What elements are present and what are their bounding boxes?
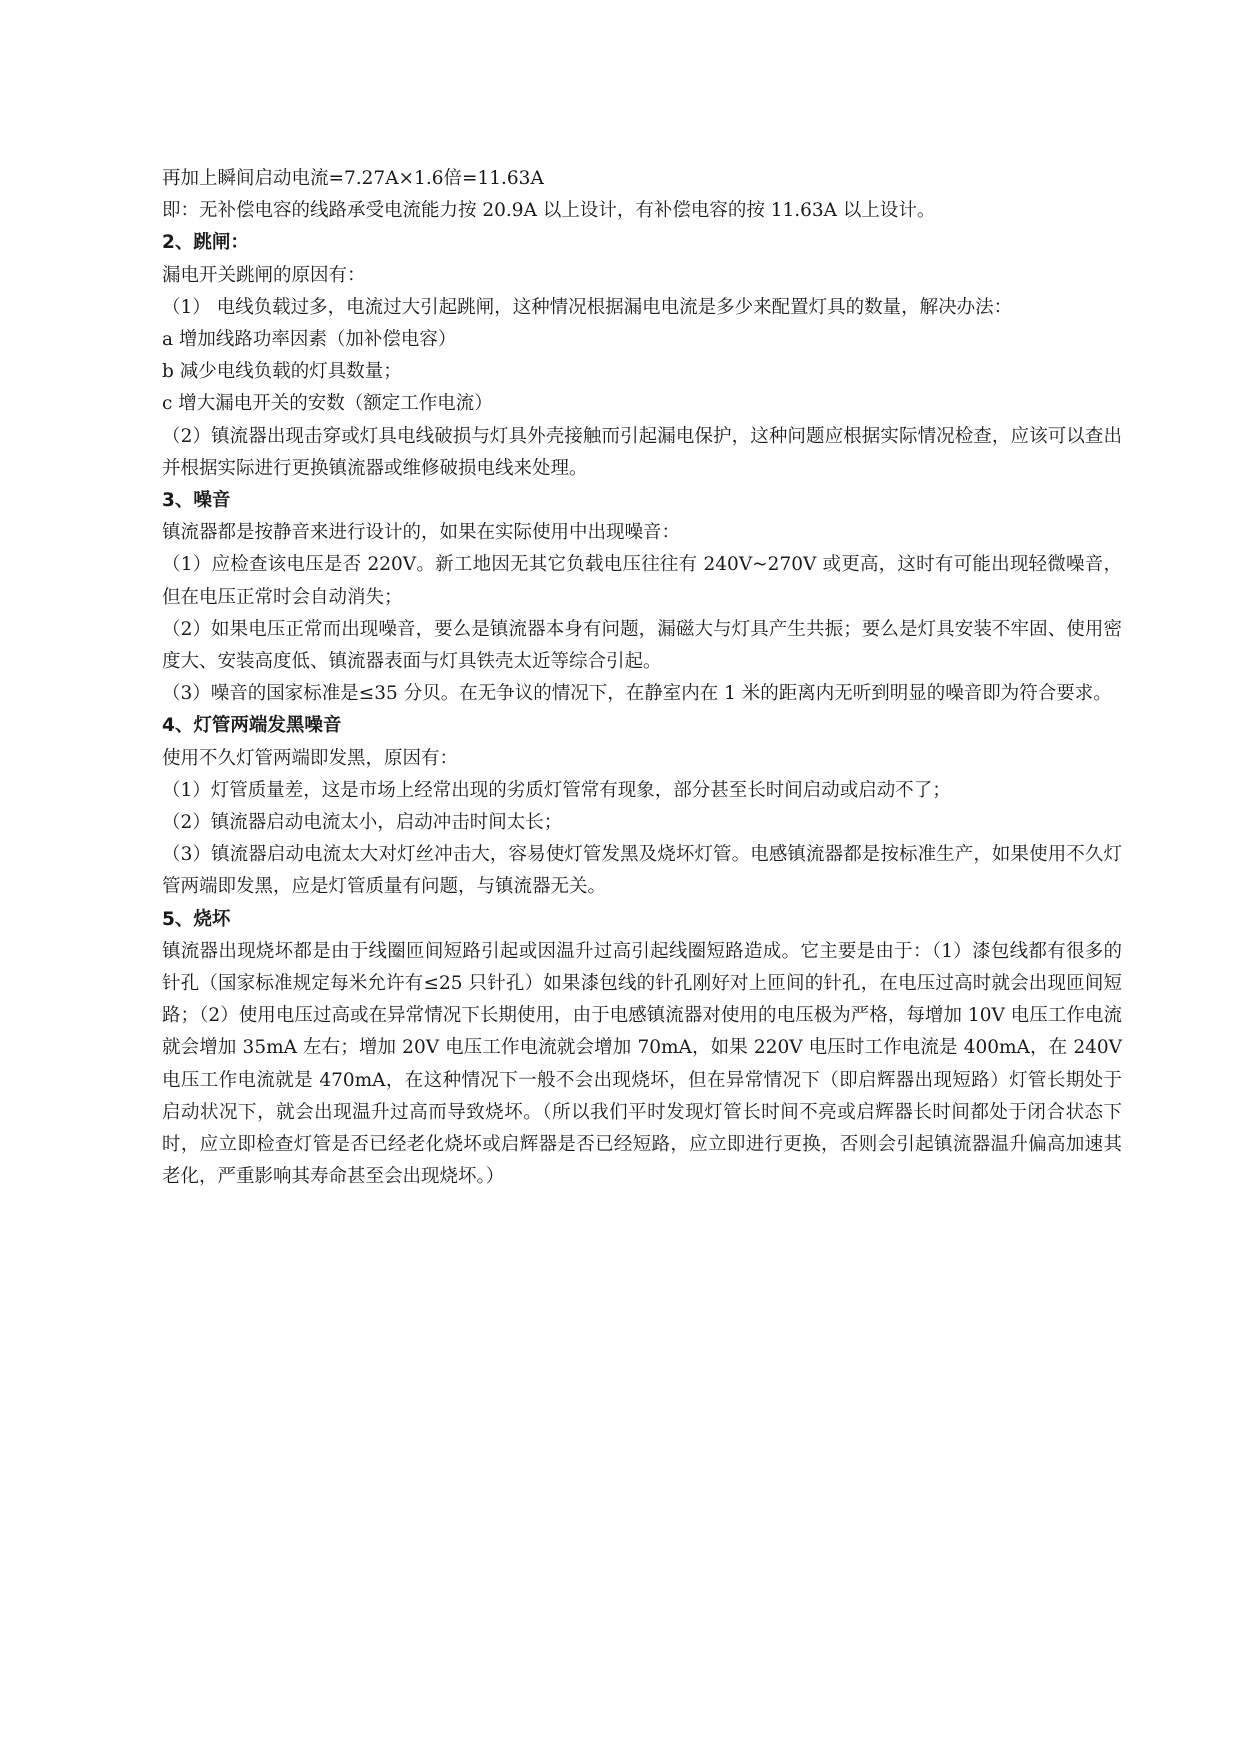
- blackening-item-3: （3）镇流器启动电流太大对灯丝冲击大，容易使灯管发黑及烧坏灯管。电感镇流器都是按标准生产，如果使用不久灯管两端即发黑，应是灯管质量有问题，与镇流器无关。: [162, 844, 1122, 898]
- section-heading-noise: 3、噪音: [162, 490, 231, 512]
- trip-intro: 漏电开关跳闸的原因有：: [162, 264, 366, 286]
- noise-item-3: （3）噪音的国家标准是≤35 分贝。在无争议的情况下，在静室内在 1 米的距离内无听到明显的噪音即为符合要求。: [162, 683, 1112, 705]
- trip-item-2: （2）镇流器出现击穿或灯具电线破损与灯具外壳接触而引起漏电保护，这种问题应根据实际情况检查，应该可以查出并根据实际进行更换镇流器或维修破损电线来处理。: [162, 425, 1122, 479]
- noise-item-2: （2）如果电压正常而出现噪音，要么是镇流器本身有问题，漏磁大与灯具产生共振；要么是灯具安装不牢固、使用密度大、安装高度低、镇流器表面与灯具铁壳太近等综合引起。: [162, 618, 1122, 673]
- section-heading-trip: 2、跳闸：: [162, 232, 249, 254]
- blackening-intro: 使用不久灯管两端即发黑，原因有：: [162, 747, 459, 769]
- design-current-line: 即：无补偿电容的线路承受电流能力按 20.9A 以上设计，有补偿电容的按 11.63A 以上设计。: [162, 200, 936, 222]
- noise-intro: 镇流器都是按静音来进行设计的，如果在实际使用中出现噪音：: [162, 522, 681, 544]
- trip-solution-b: b 减少电线负载的灯具数量；: [162, 361, 402, 383]
- blackening-item-1: （1）灯管质量差，这是市场上经常出现的劣质灯管常有现象，部分甚至长时间启动或启动不了；: [162, 779, 951, 801]
- section-heading-burnout: 5、烧坏: [162, 908, 231, 930]
- trip-solution-c: c 增大漏电开关的安数（额定工作电流）: [162, 393, 493, 415]
- document-page: [162, 163, 1122, 1194]
- noise-item-1: （1）应检查该电压是否 220V。新工地因无其它负载电压往往有 240V~270V 或更高，这时有可能出现轻微噪音，但在电压正常时会自动消失；: [162, 554, 1122, 608]
- trip-item-1: （1） 电线负载过多，电流过大引起跳闸，这种情况根据漏电电流是多少来配置灯具的数量，解决办法：: [162, 296, 1013, 318]
- trip-solution-a: a 增加线路功率因素（加补偿电容）: [162, 329, 457, 351]
- section-heading-blackening: 4、灯管两端发黑噪音: [162, 715, 342, 737]
- blackening-item-2: （2）镇流器启动电流太小，启动冲击时间太长；: [162, 812, 563, 834]
- startup-current-line: 再加上瞬间启动电流=7.27A×1.6倍=11.63A: [162, 168, 544, 189]
- burnout-body: 镇流器出现烧坏都是由于线圈匝间短路引起或因温升过高引起线圈短路造成。它主要是由于：（1）漆包线都有很多的针孔（国家标准规定每米允许有≤25 只针孔）如果漆包线的针孔刚好对上匝间的针孔，在电压过高时就会出现匝间短路；（2）使用电压过高或在异常情况下长期使用，由于电感镇流器对使用的电压极为严格，每增加 10V 电压工作电流就会增加 35mA 左右；增加 20V 电压工作电流就会增加 70mA，如果 220V 电压时工作电流是 400mA，在 240V 电压工作电流就是 470mA，在这种情况下一般不会出现烧坏，但在异常情况下（即启辉器出现短路）灯管长期处于启动状况下，就会出现温升过高而导致烧坏。（所以我们平时发现灯管长时间不亮或启辉器长时间都处于闭合状态下时，应立即检查灯管是否已经老化烧坏或启辉器是否已经短路，应立即进行更换，否则会引起镇流器温升偏高加速其老化，严重影响其寿命甚至会出现烧坏。）: [162, 940, 1122, 1188]
